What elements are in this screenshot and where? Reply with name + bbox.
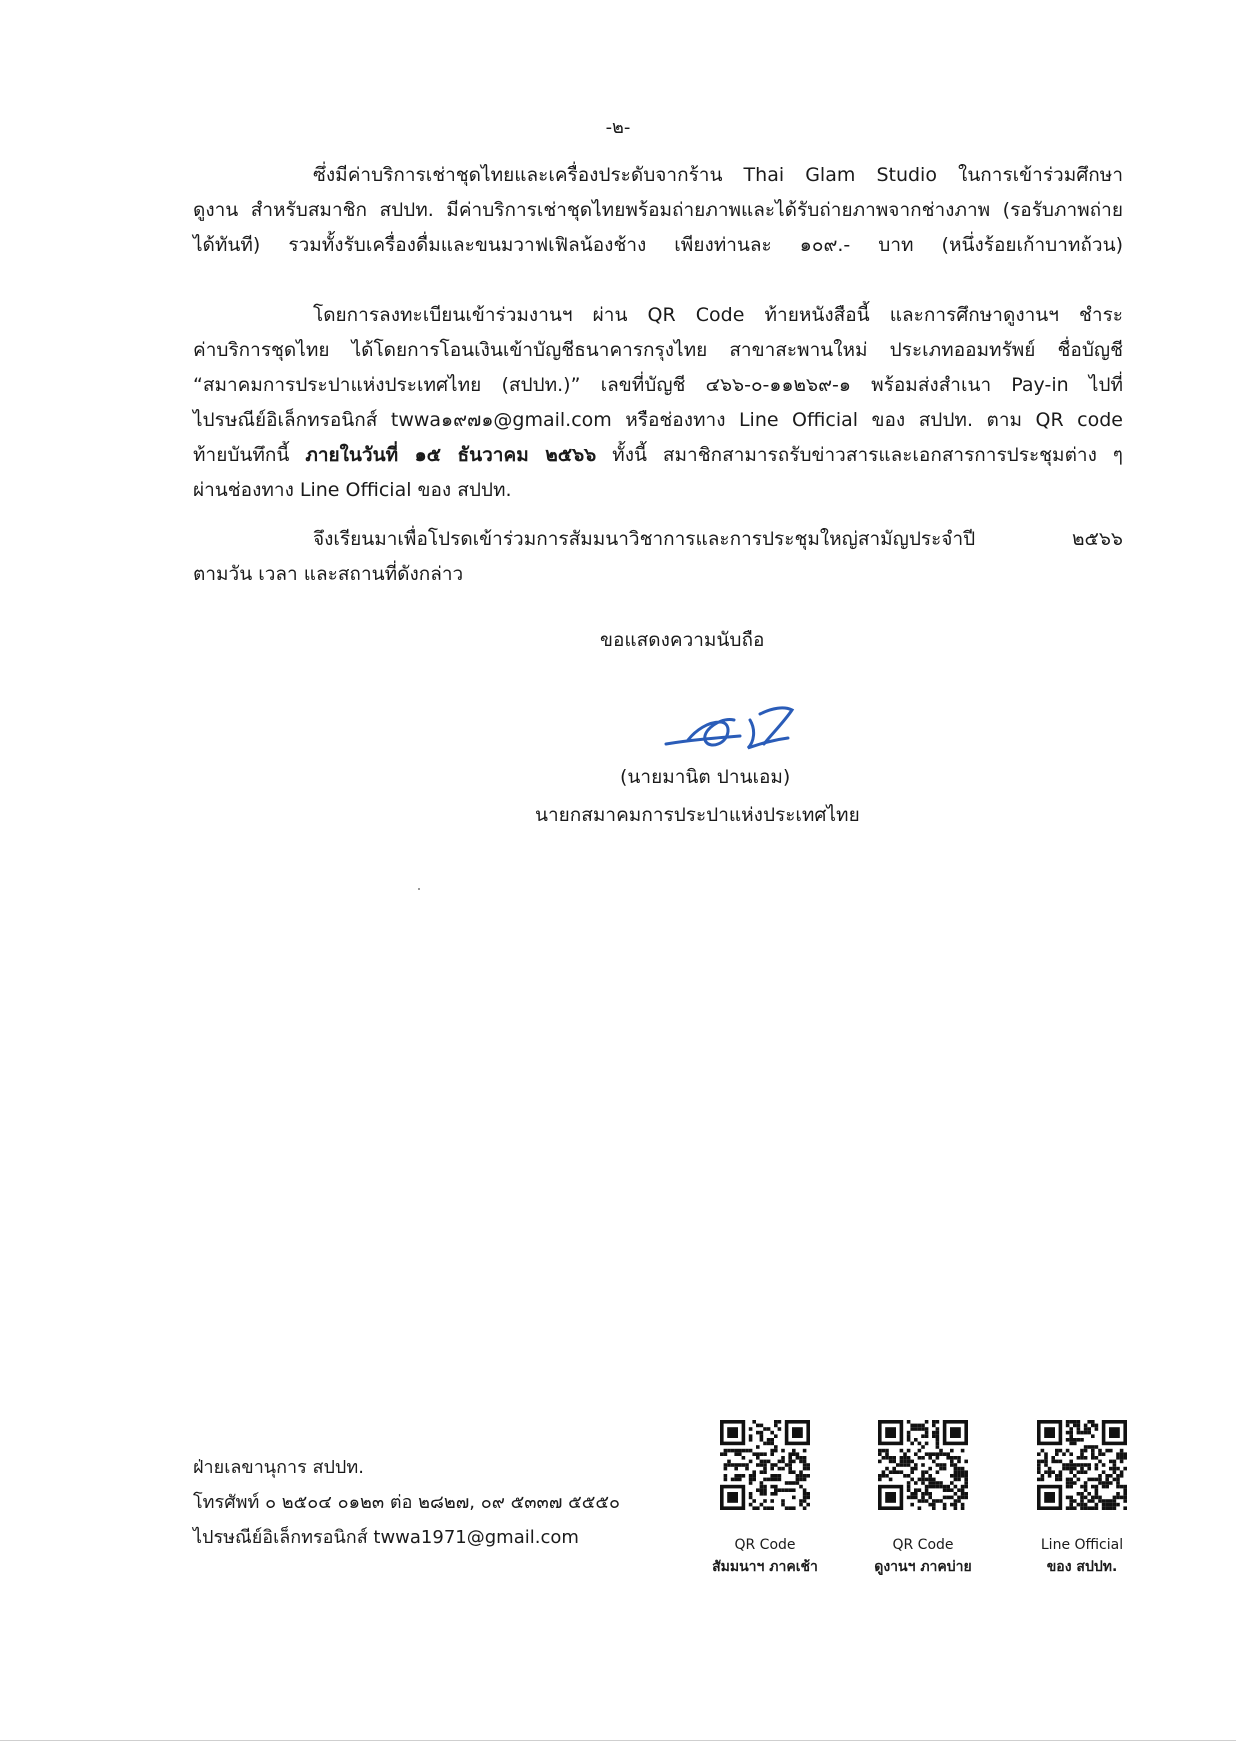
signature-image [660,700,830,760]
scan-speck [418,888,420,890]
text-line: ค่าบริการชุดไทย ได้โดยการโอนเงินเข้าบัญชีธนาคารกรุงไทย สาขาสะพานใหม่ ประเภทออมทรัพย์ ชื่อบัญชี [193,339,1123,361]
qr-label [848,1534,998,1578]
page-number: -๒- [605,117,631,138]
deadline-text: ภายในวันที่ ๑๕ ธันวาคม ๒๕๖๖ [305,444,597,466]
text-line: ไปรษณีย์อิเล็กทรอนิกส์ twwa๑๙๗๑@gmail.com หรือช่องทาง Line Official ของ สปปท. ตาม QR code [193,409,1123,431]
closing-salutation: ขอแสดงความนับถือ [600,629,765,651]
text-line: โดยการลงทะเบียนเข้าร่วมงานฯ ผ่าน QR Code ท้ายหนังสือนี้ และการศึกษาดูงานฯ ชำระ [313,304,1123,326]
text-line: ได้ทันที) รวมทั้งรับเครื่องดื่มและขนมวาฟเฟิลน้องช้าง เพียงท่านละ ๑๐๙.- บาท (หนึ่งร้อยเก้าบาทถ้วน) [193,234,1123,256]
text-line-deadline [193,438,1123,473]
qr-code-icon[interactable] [878,1420,968,1510]
text-fragment: ท้ายบันทึกนี้ [193,444,306,466]
text-line: ตามวัน เวลา และสถานที่ดังกล่าว [193,563,464,585]
qr-code-icon[interactable] [720,1420,810,1510]
qr-label [1007,1534,1157,1578]
footer-email: ไปรษณีย์อิเล็กทรอนิกส์ twwa1971@gmail.com [193,1527,579,1548]
signer-name: (นายมานิต ปานเอม) [620,766,791,788]
qr-code-icon[interactable] [1037,1420,1127,1510]
qr-label-sub: สัมมนาฯ ภาคเช้า [712,1559,818,1575]
qr-label-title: QR Code [892,1537,954,1553]
footer-contact [193,1450,620,1555]
paragraph-service-fee [193,158,1123,263]
text-fragment: ทั้งนี้ สมาชิกสามารถรับข่าวสารและเอกสารการประชุมต่าง ๆ [596,444,1123,466]
signer-title: นายกสมาคมการประปาแห่งประเทศไทย [535,804,860,826]
qr-block-study-visit [848,1420,998,1578]
qr-label-sub: ของ สปปท. [1046,1559,1118,1575]
bottom-rule [0,1740,1236,1741]
text-line: ซึ่งมีค่าบริการเช่าชุดไทยและเครื่องประดับจากร้าน Thai Glam Studio ในการเข้าร่วมศึกษา [313,164,1123,186]
footer-department: ฝ่ายเลขานุการ สปปท. [193,1457,364,1478]
text-line: “สมาคมการประปาแห่งประเทศไทย (สปปท.)” เลขที่บัญชี ๔๖๖-๐-๑๑๒๖๙-๑ พร้อมส่งสำเนา Pay-in ไปที่ [193,374,1123,396]
text-line: ดูงาน สำหรับสมาชิก สปปท. มีค่าบริการเช่าชุดไทยพร้อมถ่ายภาพและได้รับถ่ายภาพจากช่างภาพ (รอรับภาพถ่าย [193,199,1123,221]
text-line: ผ่านช่องทาง Line Official ของ สปปท. [193,479,512,501]
qr-label [690,1534,840,1578]
qr-label-sub: ดูงานฯ ภาคบ่าย [874,1559,972,1575]
qr-block-line-official [1007,1420,1157,1578]
text-line: จึงเรียนมาเพื่อโปรดเข้าร่วมการสัมมนาวิชาการและการประชุมใหญ่สามัญประจำปี ๒๕๖๖ [313,528,1123,550]
qr-label-title: QR Code [734,1537,796,1553]
paragraph-registration [193,298,1123,508]
footer-phone: โทรศัพท์ ๐ ๒๕๐๔ ๐๑๒๓ ต่อ ๒๘๒๗, ๐๙ ๕๓๓๗ ๕๕๕๐ [193,1492,620,1513]
qr-label-title: Line Official [1040,1537,1124,1553]
paragraph-invitation [193,522,1123,592]
qr-block-seminar [690,1420,840,1578]
